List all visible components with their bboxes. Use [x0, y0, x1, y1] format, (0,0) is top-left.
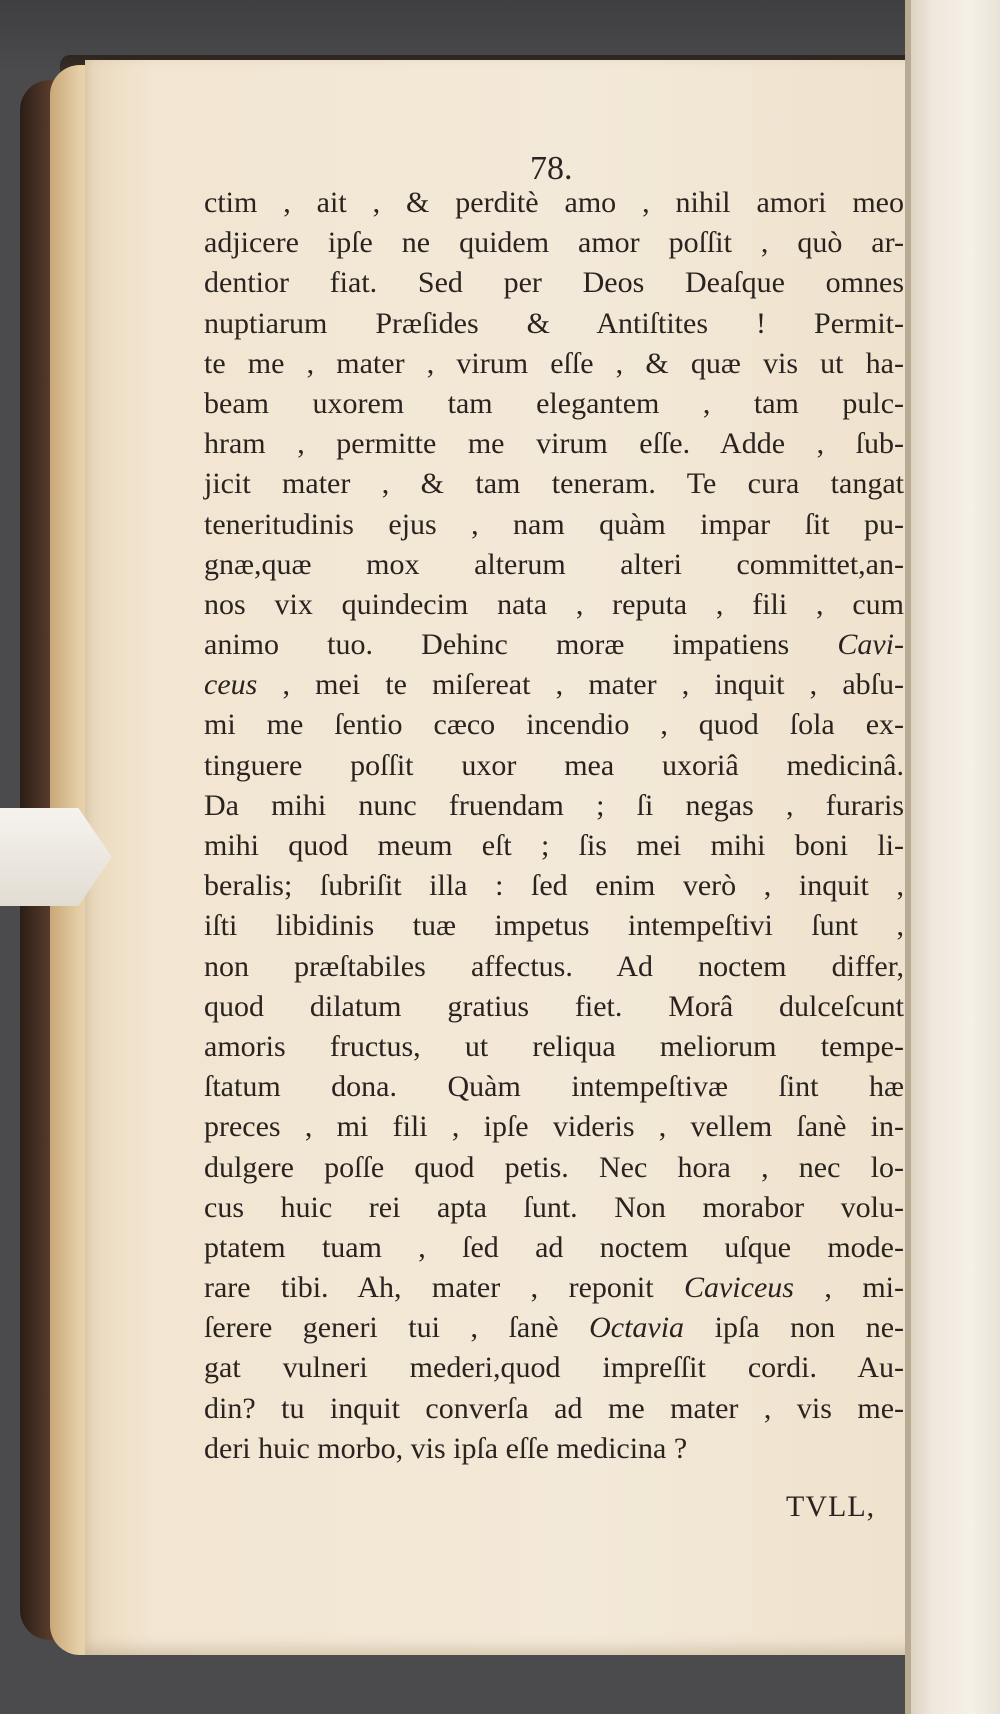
text-line	[204, 384, 904, 424]
facing-page-edge	[905, 0, 1000, 1714]
text-line	[204, 545, 904, 585]
text-segment: quod dilatum gratius fiet. Morâ dulceſcunt	[204, 989, 904, 1023]
text-line	[204, 505, 904, 545]
page-text	[204, 183, 904, 1469]
italic-name: Cavi-	[837, 628, 904, 662]
text-segment: ipſa non ne-	[684, 1311, 904, 1345]
text-line	[204, 263, 904, 303]
text-line	[204, 947, 904, 987]
text-segment: beam uxorem tam elegantem , tam pulc-	[204, 386, 904, 420]
text-line	[204, 625, 904, 665]
text-line	[204, 1268, 904, 1308]
text-line	[204, 424, 904, 464]
text-segment: Da mihi nunc fruendam ; ſi negas , furaris	[204, 788, 904, 822]
text-segment: te me , mater , virum eſſe , & quæ vis ut ha-	[204, 346, 904, 380]
text-segment: teneritudinis ejus , nam quàm impar ſit pu-	[204, 507, 904, 541]
text-segment: beralis; ſubriſit illa : ſed enim verò , inquit ,	[204, 869, 904, 903]
text-line	[204, 1429, 904, 1469]
text-segment: iſti libidinis tuæ impetus intempeſtivi ſunt ,	[204, 909, 904, 943]
page-number: 78.	[530, 150, 573, 187]
text-segment: tinguere poſſit uxor mea uxoriâ medicinâ.	[204, 748, 904, 782]
text-line	[204, 1308, 904, 1348]
text-segment: animo tuo. Dehinc moræ impatiens	[204, 628, 838, 662]
text-line	[204, 304, 904, 344]
text-line	[204, 1027, 904, 1067]
text-segment: ptatem tuam , ſed ad noctem uſque mode-	[204, 1230, 904, 1264]
italic-name: Octavia	[589, 1311, 685, 1345]
text-line	[204, 705, 904, 745]
italic-name: Caviceus	[683, 1271, 794, 1305]
text-line	[204, 1228, 904, 1268]
text-segment: cus huic rei apta ſunt. Non morabor volu-	[204, 1190, 904, 1224]
text-segment: preces , mi fili , ipſe videris , vellem ſanè in-	[204, 1110, 904, 1144]
text-line	[204, 1389, 904, 1429]
text-segment: jicit mater , & tam teneram. Te cura tangat	[204, 467, 904, 501]
italic-name: ceus	[204, 668, 258, 702]
text-line	[204, 223, 904, 263]
text-segment: din? tu inquit converſa ad me mater , vis me-	[204, 1391, 904, 1425]
text-segment: gat vulneri mederi,quod impreſſit cordi. Au-	[204, 1351, 904, 1385]
text-line	[204, 826, 904, 866]
text-segment: amoris fructus, ut reliqua meliorum tempe-	[204, 1029, 904, 1063]
text-line	[204, 987, 904, 1027]
text-line	[204, 344, 904, 384]
text-segment: mihi quod meum eſt ; ſis mei mihi boni li-	[204, 829, 904, 862]
text-segment: , mi-	[793, 1271, 904, 1305]
text-segment: rare tibi. Ah, mater , reponit	[204, 1271, 684, 1305]
text-segment: adjicere ipſe ne quidem amor poſſit , quò ar-	[204, 226, 904, 260]
text-segment: mi me ſentio cæco incendio , quod ſola ex-	[204, 708, 904, 742]
text-segment: non præſtabiles affectus. Ad noctem differ,	[204, 949, 904, 983]
text-line	[204, 183, 904, 223]
text-segment: gnæ,quæ mox alterum alteri committet,an-	[204, 547, 904, 581]
text-segment: ſtatum dona. Quàm intempeſtivæ ſint hæ	[204, 1070, 904, 1104]
text-line	[204, 1188, 904, 1228]
catchword: TVLL,	[786, 1490, 876, 1523]
text-segment: nos vix quindecim nata , reputa , fili , cum	[204, 587, 904, 621]
text-line	[204, 665, 904, 705]
text-line	[204, 866, 904, 906]
text-segment: , mei te miſereat , mater , inquit , abſu-	[257, 668, 904, 702]
text-segment: hram , permitte me virum eſſe. Adde , ſub-	[204, 427, 904, 461]
text-line	[204, 1148, 904, 1188]
text-line	[204, 585, 904, 625]
text-line	[204, 1107, 904, 1147]
text-segment: dentior fiat. Sed per Deos Deaſque omnes	[204, 266, 904, 300]
text-line	[204, 1067, 904, 1107]
text-line	[204, 906, 904, 946]
text-segment: nuptiarum Præſides & Antiſtites ! Permit-	[204, 306, 904, 340]
text-segment: ctim , ait , & perditè amo , nihil amori meo	[204, 186, 904, 219]
text-segment: ſerere generi tui , ſanè	[204, 1311, 590, 1345]
text-line	[204, 786, 904, 826]
text-line	[204, 1348, 904, 1388]
text-line	[204, 464, 904, 504]
text-segment: deri huic morbo, vis ipſa eſſe medicina ?	[204, 1431, 688, 1465]
text-segment: dulgere poſſe quod petis. Nec hora , nec lo-	[204, 1150, 904, 1184]
text-line	[204, 746, 904, 786]
